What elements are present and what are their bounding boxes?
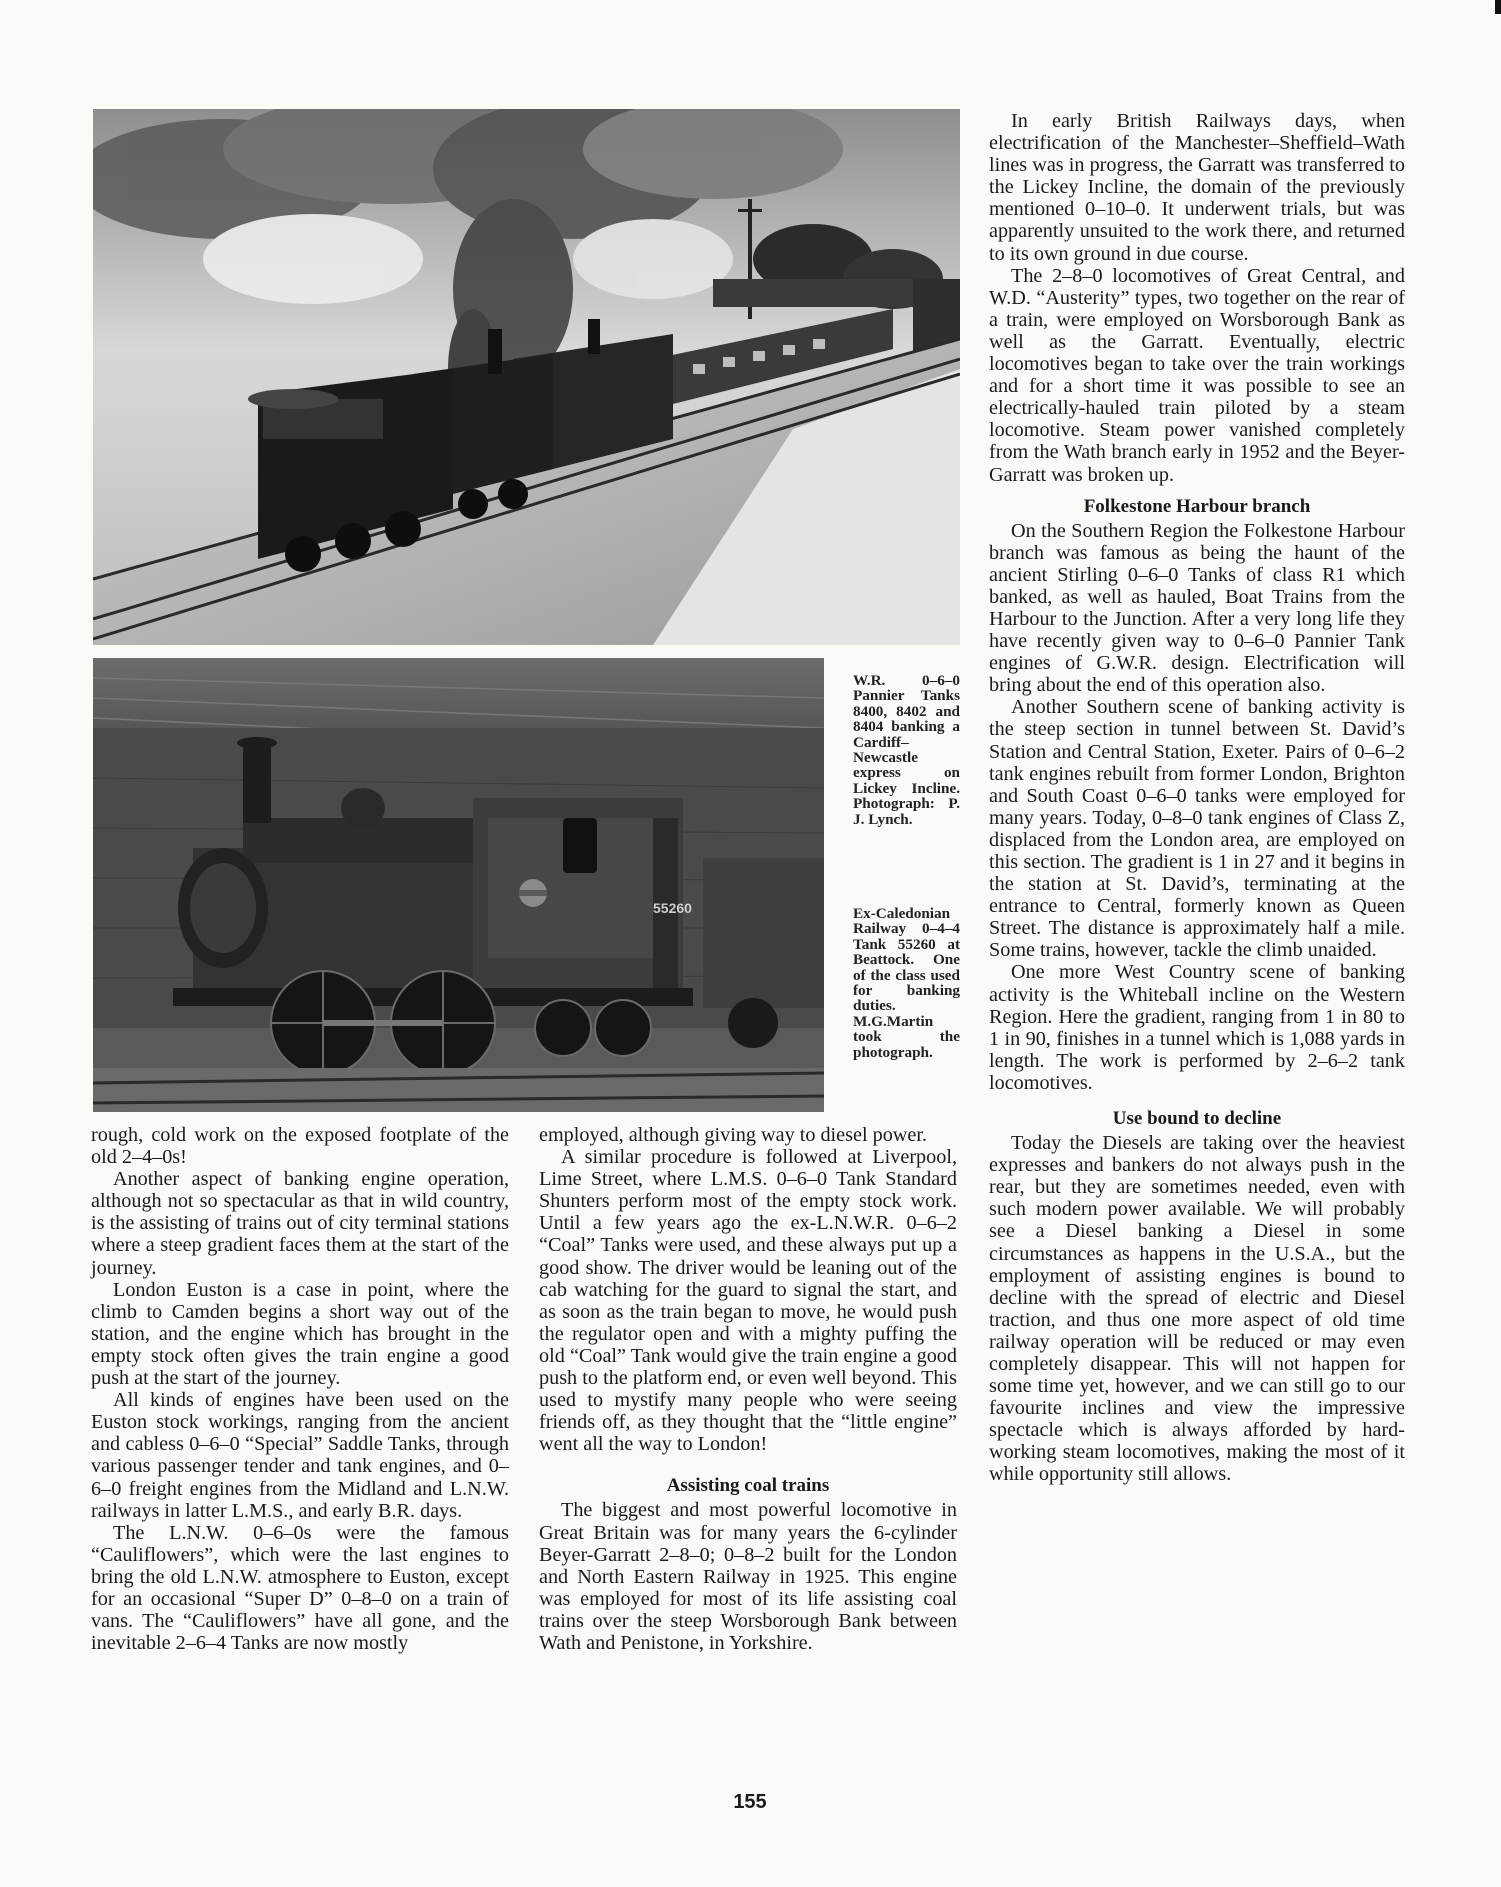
corner-registration-mark	[1495, 0, 1501, 14]
paragraph: rough, cold work on the exposed footplate of the old 2–4–0s!	[91, 1124, 509, 1169]
paragraph: The L.N.W. 0–6–0s were the famous “Cauliflowers”, which were the last engines to bring the old L.N.W. atmosphere to Euston, except for an occasional “Super D” 0–8–0 on a train of vans. The “Cauliflowers” have all gone, and the inevitable 2–6–4 Tanks are now mostly	[91, 1521, 509, 1655]
photo-caption-caledonian-tank: Ex-Caledonian Railway 0–4–4 Tank 55260 at Beattock. One of the class used for banking duties. M.G.Martin took the photograph.	[853, 905, 960, 1061]
page-number: 155	[733, 1791, 767, 1813]
paragraph: Another aspect of banking engine operation, although not so spectacular as that in wild country, is the assisting of trains out of city terminal stations where a steep gradient faces them at the start of the journey.	[91, 1168, 509, 1279]
article-column-middle	[539, 1124, 957, 1654]
article-column-left	[91, 1124, 509, 1654]
paragraph: The 2–8–0 locomotives of Great Central, and W.D. “Austerity” types, two together on the rear of a train, were employed on Worsborough Bank as well as the Garratt. Eventually, electric locomotives began to take over the train workings and for a short time it was possible to see an electrically-hauled train piloted by a steam locomotive. Steam power vanished completely from the Wath branch early in 1952 and the Beyer-Garratt was broken up.	[989, 264, 1405, 486]
paragraph: On the Southern Region the Folkestone Harbour branch was famous as being the haunt of the ancient Stirling 0–6–0 Tanks of class R1 which banked, as well as hauled, Boat Trains from the Harbour to the Junction. After a very long life they have recently given way to 0–6–0 Pannier Tank engines of G.W.R. design. Electrification will bring about the end of this operation also.	[989, 519, 1405, 697]
paragraph: employed, although giving way to diesel power.	[539, 1124, 927, 1146]
photo-caledonian-tank	[93, 658, 824, 1112]
cab-side-number: 55260	[653, 900, 692, 916]
paragraph: A similar procedure is followed at Liverpool, Lime Street, where L.M.S. 0–6–0 Tank Standard Shunters perform most of the empty stock work. Until a few years ago the ex-L.N.W.R. 0–6–2 “Coal” Tanks were used, and these always put up a good show. The driver would be leaning out of the cab watching for the guard to signal the start, and as soon as the train began to move, he would push the regulator open and with a mighty puffing the old “Coal” Tank would give the train engine a good push to the platform end, or even well beyond. This used to mystify many people who were seeing friends off, as they thought that the “little engine” went all the way to London!	[539, 1146, 957, 1456]
paragraph: One more West Country scene of banking activity is the Whiteball incline on the Western Region. Here the gradient, ranging from 1 in 80 to 1 in 90, finishes in a tunnel which is 1,088 yards in length. The work is performed by 2–6–2 tank locomotives.	[989, 961, 1405, 1094]
paragraph: Another Southern scene of banking activity is the steep section in tunnel between St. David’s Station and Central Station, Exeter. Pairs of 0–6–2 tank engines rebuilt from former London, Brighton and South Coast 0–6–0 tanks were employed for many years. Today, 0–8–0 tank engines of Class Z, displaced from the London area, are employed on this section. The gradient is 1 in 27 and it begins in the station at St. David’s, terminating at the entrance to Central, formerly known as Queen Street. The distance is approximately half a mile. Some trains, however, tackle the climb unaided.	[989, 696, 1405, 962]
paragraph: All kinds of engines have been used on the Euston stock workings, ranging from the ancient and cabless 0–6–0 “Special” Saddle Tanks, through various passenger tender and tank engines, and 0–6–0 freight engines from the Midland and L.N.W. railways in latter L.M.S., and early B.R. days.	[91, 1389, 509, 1522]
paragraph: Today the Diesels are taking over the heaviest expresses and bankers do not always push in the rear, but they are sometimes needed, even with such modern power available. We will probably see a Diesel banking a Diesel in some circumstances as happens in the U.S.A., but the employment of assisting engines is bound to decline with the spread of electric and Diesel traction, and thus one more aspect of old time railway operation will be reduced or may even completely disappear. This will not happen for some time yet, however, and we can still go to our favourite inclines and view the impressive spectacle which is always afforded by hard-working steam locomotives, making the most of it while opportunity still allows.	[989, 1132, 1405, 1486]
article-column-right	[989, 110, 1405, 1486]
photo-caption-pannier-tanks: W.R. 0–6–0 Pannier Tanks 8400, 8402 and 8404 banking a Cardiff–Newcastle express on Lickey Incline. Photograph: P. J. Lynch.	[853, 672, 960, 828]
photo-pannier-tanks	[93, 109, 960, 645]
paragraph: In early British Railways days, when electrification of the Manchester–Sheffield–Wath lines was in progress, the Garratt was transferred to the Lickey Incline, the domain of the previously mentioned 0–10–0. It underwent trials, but was apparently unsuited to the work there, and returned to its own ground in due course.	[989, 110, 1405, 265]
section-heading: Folkestone Harbour branch	[1083, 495, 1311, 517]
section-heading: Assisting coal trains	[666, 1475, 830, 1497]
paragraph: The biggest and most powerful locomotive in Great Britain was for many years the 6-cylinder Beyer-Garratt 2–8–0; 0–8–2 built for the London and North Eastern Railway in 1925. This engine was employed for most of its life assisting coal trains over the steep Worsborough Bank between Wath and Penistone, in Yorkshire.	[539, 1499, 957, 1654]
paragraph: London Euston is a case in point, where the climb to Camden begins a short way out of the station, and the engine which has brought in the empty stock often gives the train engine a good push at the start of the journey.	[91, 1278, 509, 1390]
section-heading: Use bound to decline	[1112, 1108, 1282, 1130]
